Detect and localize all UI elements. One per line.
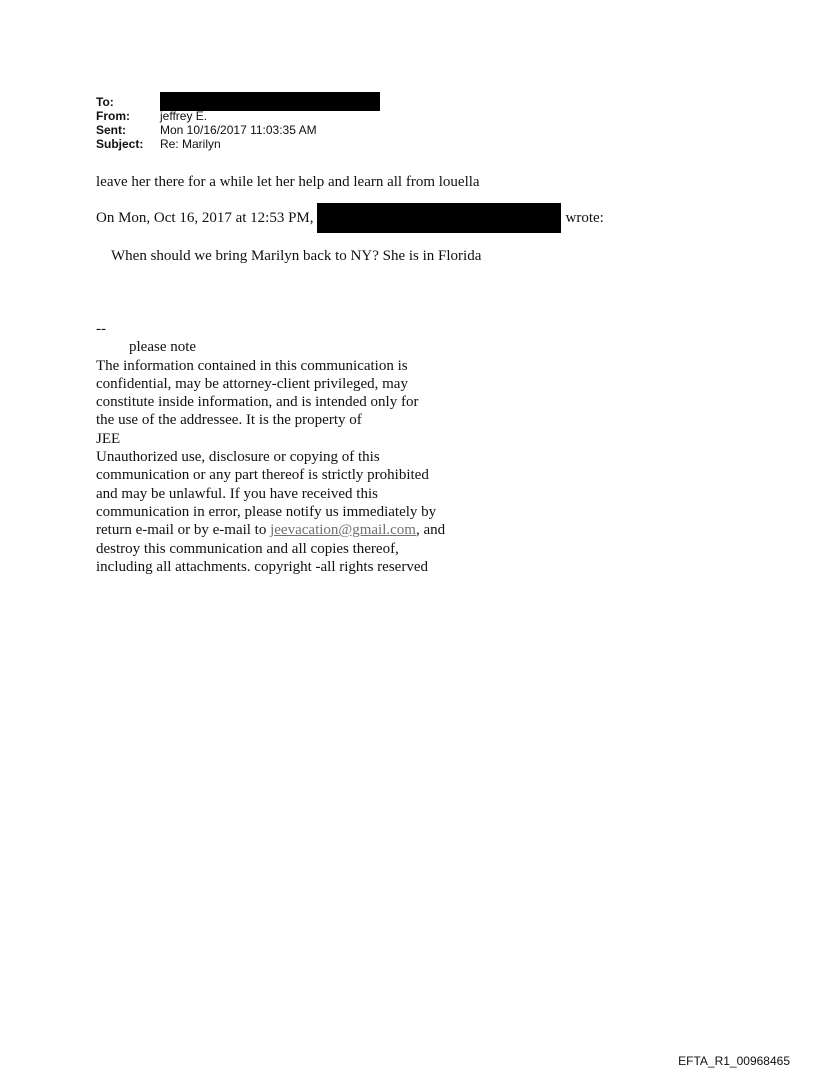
confidentiality-footer bbox=[96, 320, 445, 576]
from-value: jeffrey E. bbox=[160, 109, 208, 123]
quote-intro bbox=[96, 203, 604, 233]
header-row-subject bbox=[96, 137, 380, 151]
sent-value: Mon 10/16/2017 11:03:35 AM bbox=[160, 123, 317, 137]
header-row-from bbox=[96, 109, 380, 123]
footer-line: JEE bbox=[96, 430, 121, 447]
email-header bbox=[96, 95, 380, 151]
subject-label: Subject: bbox=[96, 137, 144, 151]
quoted-text: When should we bring Marilyn back to NY? She is in Florida bbox=[111, 248, 482, 264]
quote-intro-suffix: wrote: bbox=[565, 209, 604, 226]
footer-line: destroy this communication and all copies thereof, bbox=[96, 540, 399, 557]
quote-intro-prefix: On Mon, Oct 16, 2017 at 12:53 PM, bbox=[96, 209, 314, 226]
to-label: To: bbox=[96, 95, 114, 109]
footer-line: communication or any part thereof is strictly prohibited bbox=[96, 467, 429, 484]
footer-line: and may be unlawful. If you have received this bbox=[96, 485, 378, 502]
footer-line-with-link bbox=[96, 521, 445, 539]
redacted-sender bbox=[317, 203, 561, 233]
subject-value: Re: Marilyn bbox=[160, 137, 221, 151]
header-row-to bbox=[96, 95, 380, 109]
document-id: EFTA_R1_00968465 bbox=[678, 1054, 790, 1068]
email-link[interactable]: jeevacation@gmail.com bbox=[270, 522, 416, 539]
from-label: From: bbox=[96, 109, 130, 123]
sent-label: Sent: bbox=[96, 123, 126, 137]
footer-link-prefix: return e-mail or by e-mail to bbox=[96, 522, 271, 539]
footer-line: The information contained in this communication is bbox=[96, 357, 408, 374]
footer-line: communication in error, please notify us immediately by bbox=[96, 503, 437, 520]
footer-line: the use of the addressee. It is the property of bbox=[96, 412, 362, 429]
footer-link-suffix: , and bbox=[415, 522, 446, 539]
footer-line: confidential, may be attorney-client privileged, may bbox=[96, 375, 408, 392]
footer-separator: -- bbox=[96, 321, 106, 337]
footer-line: constitute inside information, and is intended only for bbox=[96, 394, 419, 411]
redacted-recipient bbox=[160, 92, 380, 111]
header-row-sent bbox=[96, 123, 380, 137]
footer-line: Unauthorized use, disclosure or copying of this bbox=[96, 449, 380, 466]
footer-line: please note bbox=[129, 339, 197, 356]
footer-line: including all attachments. copyright -all rights reserved bbox=[96, 558, 428, 575]
reply-text: leave her there for a while let her help and learn all from louella bbox=[96, 174, 480, 190]
